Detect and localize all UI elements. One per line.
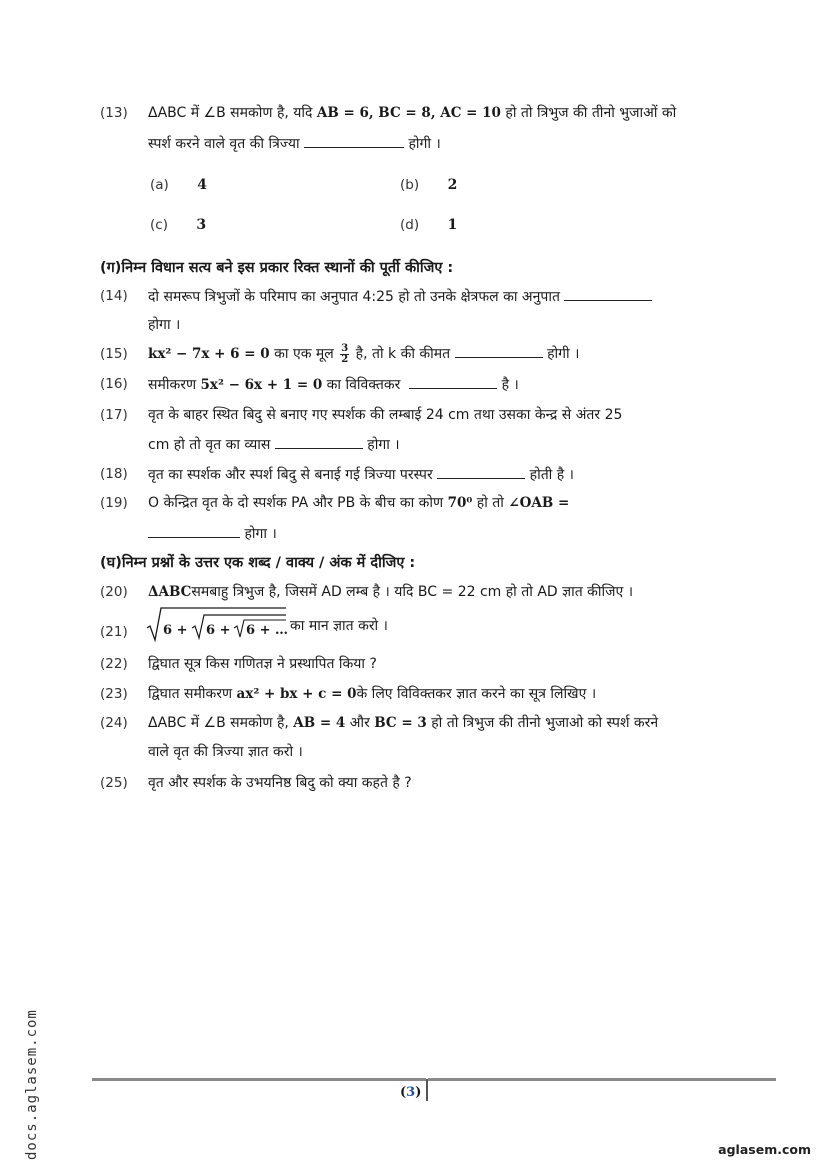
q19-math: 70⁰ — [447, 495, 473, 511]
option-d[interactable] — [400, 217, 457, 233]
option-label: (a) — [150, 177, 169, 193]
radical-term-middle: 6 + — [206, 623, 231, 638]
q18-text-end: होती है । — [525, 467, 574, 483]
answer-blank[interactable] — [304, 133, 404, 148]
q19-text-end: होगा । — [240, 526, 277, 542]
q14-text: दो समरूप त्रिभुजों के परिमाप का अनुपात 4:25 हो तो उनके क्षेत्रफल का अनुपात — [148, 289, 560, 305]
q24-math-2: BC = 3 — [374, 715, 427, 731]
question-number: (19) — [100, 495, 128, 511]
option-label: (b) — [400, 177, 420, 193]
question-13-line-2 — [148, 133, 441, 154]
question-22: द्विघात सूत्र किस गणितज्ञ ने प्रस्थापित किया ? — [148, 656, 377, 672]
question-20 — [148, 582, 633, 602]
fraction-denominator: 2 — [341, 353, 349, 365]
question-number: (23) — [100, 686, 128, 702]
corner-watermark: aglasem.com — [718, 1142, 811, 1157]
option-a[interactable] — [150, 177, 207, 193]
q19-math-2: ∠OAB = — [508, 495, 570, 511]
answer-blank[interactable] — [437, 464, 525, 479]
question-14-line-1 — [148, 286, 652, 307]
option-label: (d) — [400, 217, 420, 233]
option-b[interactable] — [400, 177, 457, 193]
question-number: (17) — [100, 407, 128, 423]
q16-text-end: है । — [497, 377, 519, 393]
question-17-line-2 — [148, 434, 400, 455]
question-number: (18) — [100, 466, 128, 482]
page-number-open: ( — [400, 1085, 407, 1100]
q13-text-2-end: होगी । — [404, 136, 441, 152]
footer-divider-right — [428, 1078, 776, 1081]
question-19-line-1 — [148, 493, 569, 513]
q17-text: cm हो तो वृत का व्यास — [148, 437, 275, 453]
page-number-value: 3 — [406, 1085, 416, 1100]
q13-math: AB = 6, BC = 8, AC = 10 — [316, 105, 501, 121]
q24-text: ΔABC में ∠B समकोण है, — [148, 715, 294, 731]
question-number: (15) — [100, 346, 128, 362]
q16-math: 5x² − 6x + 1 = 0 — [200, 377, 323, 393]
radical-term-inner: 6 + … — [246, 623, 288, 638]
q23-math: ax² + bx + c = 0 — [236, 686, 357, 702]
option-value: 4 — [197, 177, 208, 193]
answer-blank[interactable] — [409, 374, 497, 389]
q17-text-end: होगा । — [362, 437, 400, 453]
q24-text-end: हो तो त्रिभुज की तीनो भुजाओ को स्पर्श करने — [426, 715, 659, 731]
footer-separator — [426, 1079, 428, 1101]
answer-blank[interactable] — [455, 343, 543, 358]
q19-text-2: हो तो — [472, 495, 509, 511]
answer-blank[interactable] — [148, 523, 240, 538]
question-24-line-2: वाले वृत की त्रिज्या ज्ञात करो । — [148, 744, 303, 760]
q23-text-end: के लिए विविक्तकर ज्ञात करने का सूत्र लिखिए । — [356, 686, 597, 702]
q15-text-end: होगी । — [542, 346, 580, 362]
question-14-line-2: होगा । — [148, 317, 181, 333]
side-watermark: docs.aglasem.com — [24, 1009, 40, 1160]
q20-text: समबाहु त्रिभुज है, जिसमें AD लम्ब है । यदि BC = 22 cm हो तो AD ज्ञात कीजिए । — [191, 584, 634, 600]
question-number: (16) — [100, 376, 128, 392]
page-number — [400, 1085, 421, 1100]
option-value: 2 — [447, 177, 458, 193]
question-21 — [146, 606, 388, 644]
nested-radical-expression — [146, 606, 288, 644]
section-heading-g: (ग)निम्न विधान सत्य बने इस प्रकार रिक्त स्थानों की पूर्ती कीजिए : — [100, 260, 454, 276]
q18-text: वृत का स्पर्शक और स्पर्श बिदु से बनाई गई त्रिज्या परस्पर — [148, 467, 438, 483]
question-number: (21) — [100, 624, 128, 640]
fraction-numerator: 3 — [341, 342, 349, 354]
question-17-line-1: वृत के बाहर स्थित बिदु से बनाए गए स्पर्शक की लम्बाई 24 cm तथा उसका केन्द्र से अंतर 25 — [148, 407, 623, 423]
q23-text: द्विघात समीकरण — [148, 686, 237, 702]
q13-text-2: स्पर्श करने वाले वृत की त्रिज्या — [148, 136, 305, 152]
q20-math: ΔABC — [148, 584, 192, 600]
footer-divider-left — [92, 1078, 426, 1081]
q24-math: AB = 4 — [293, 715, 346, 731]
question-number: (24) — [100, 715, 128, 731]
answer-blank[interactable] — [564, 286, 652, 301]
question-number: (14) — [100, 288, 128, 304]
q15-math: kx² − 7x + 6 = 0 — [148, 346, 270, 362]
question-19-line-2 — [148, 523, 277, 544]
question-13-line-1 — [148, 103, 676, 123]
question-18 — [148, 464, 574, 485]
answer-blank[interactable] — [275, 434, 363, 449]
question-number: (25) — [100, 775, 128, 791]
q15-text-2: है, तो k की कीमत — [351, 346, 455, 362]
section-heading-gh: (घ)निम्न प्रश्नों के उत्तर एक शब्द / वाक्य / अंक में दीजिए : — [100, 555, 416, 571]
radical-term-outer: 6 + — [163, 623, 188, 638]
q13-text: ΔABC में ∠B समकोण है, यदि — [148, 105, 317, 121]
question-15 — [148, 340, 579, 368]
question-23 — [148, 684, 596, 704]
question-number: (22) — [100, 656, 128, 672]
q13-text-end: हो तो त्रिभुज की तीनो भुजाओं को — [500, 105, 677, 121]
question-24-line-1 — [148, 713, 658, 733]
page-number-close: ) — [415, 1085, 422, 1100]
question-25: वृत और स्पर्शक के उभयनिष्ठ बिदु को क्या कहते है ? — [148, 775, 412, 791]
option-value: 3 — [196, 217, 207, 233]
q16-text: समीकरण — [148, 377, 201, 393]
option-label: (c) — [150, 217, 168, 233]
option-c[interactable] — [150, 217, 206, 233]
question-number: (20) — [100, 584, 128, 600]
question-16 — [148, 374, 519, 395]
question-number: (13) — [100, 105, 128, 121]
fraction — [340, 344, 349, 365]
q15-text: का एक मूल — [269, 346, 339, 362]
q24-text-2: और — [345, 715, 375, 731]
q16-text-2: का विविक्तकर — [322, 377, 405, 393]
q19-text: O केन्द्रित वृत के दो स्पर्शक PA और PB के बीच का कोण — [148, 495, 448, 511]
option-value: 1 — [447, 217, 458, 233]
q21-text: का मान ज्ञात करो । — [290, 617, 388, 634]
